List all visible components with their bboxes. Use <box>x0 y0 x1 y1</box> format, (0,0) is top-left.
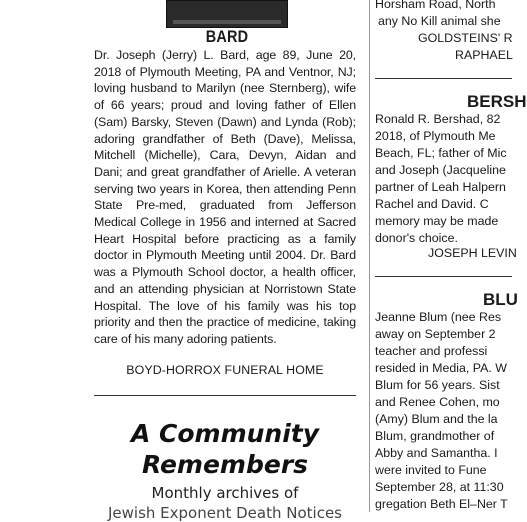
bershad-line-3: Beach, FL; father of Mic <box>375 146 507 160</box>
community-title-line1: A Community <box>130 419 320 448</box>
obituary-title-bershad: BERSH <box>467 92 527 111</box>
bershad-line-8: donor's choice. <box>375 231 458 245</box>
blum-line-10: were invited to Fune <box>375 463 487 477</box>
bershad-line-2: 2018, of Plymouth Me <box>375 129 496 143</box>
right-divider-2 <box>375 276 512 277</box>
blum-line-4: resided in Media, PA. W <box>375 361 507 375</box>
blum-line-1: Jeanne Blum (nee Res <box>375 310 502 324</box>
community-title-line2: Remembers <box>141 450 309 479</box>
bershad-line-1: Ronald R. Bershad, 82 <box>375 112 501 126</box>
blum-line-9: Abby and Samantha. I <box>375 446 498 460</box>
blum-line-6: and Renee Cohen, mo <box>375 395 500 409</box>
right-funeral-home-goldsteins: GOLDSTEINS' R <box>418 31 513 45</box>
section-divider <box>94 395 356 396</box>
right-top-line-1: Horsham Road, North <box>375 0 496 11</box>
bershad-line-5: partner of Leah Halpern <box>375 180 506 194</box>
funeral-home-bershad: JOSEPH LEVIN <box>428 246 517 260</box>
right-divider-1 <box>375 78 512 79</box>
funeral-home-bard: BOYD-HORROX FUNERAL HOME <box>126 363 324 377</box>
right-funeral-home-raphael: RAPHAEL <box>455 48 513 62</box>
right-top-line-2: any No Kill animal she <box>378 14 501 28</box>
bershad-line-6: Rachel and David. C <box>375 197 489 211</box>
obituary-photo <box>166 0 288 28</box>
community-cut-line: Jewish Exponent Death Notices <box>108 504 342 522</box>
blum-line-7: (Amy) Blum and the la <box>375 412 498 426</box>
blum-line-5: Blum for 56 years. Sist <box>375 378 500 392</box>
blum-line-8: Blum, grandmother of <box>375 429 495 443</box>
bershad-line-7: memory may be made <box>375 214 499 228</box>
bershad-line-4: and Joseph (Jacqueline <box>375 163 506 177</box>
obituary-title-blum: BLU <box>483 290 518 309</box>
community-subtitle: Monthly archives of <box>151 484 299 502</box>
blum-line-11: September 28, at 11:30 <box>375 480 504 494</box>
blum-line-3: teacher and professi <box>375 344 488 358</box>
obituary-body-bard: Dr. Joseph (Jerry) L. Bard, age 89, June 20, 2018 of Plymouth Meeting, PA and Ventnor, NJ; loving husband to Marilyn (nee Sternberg), wife of 66 years; proud and loving father of Ellen (Sam) Barsky, Steven (Dawn) and Lynda (Rob); adoring grandfather of Beth (Dave), Melissa, Mitchell (Michelle), Cara, Devyn, Aidan and Dani; and great grandfather of Arielle. A veteran serving two years in Korea, then attending Penn State Pre-med, graduated from Jefferson Medical College in 1956 and interned at Sacred Heart Hospital before practicing as a family doctor in Plymouth Meeting until 2004. Dr. Bard was a Plymouth School doctor, a health officer, and an attending physician at Norristown State Hospital. The love of his family was his top priority and then the practice of medicine, taking care of his many adoring patients. <box>94 48 356 346</box>
blum-line-2: away on September 2 <box>375 327 496 341</box>
community-remembers-title <box>94 418 356 480</box>
blum-line-12: gregation Beth El–Ner T <box>375 497 508 511</box>
obituary-title-bard: BARD <box>205 27 249 46</box>
column-divider <box>369 0 370 512</box>
